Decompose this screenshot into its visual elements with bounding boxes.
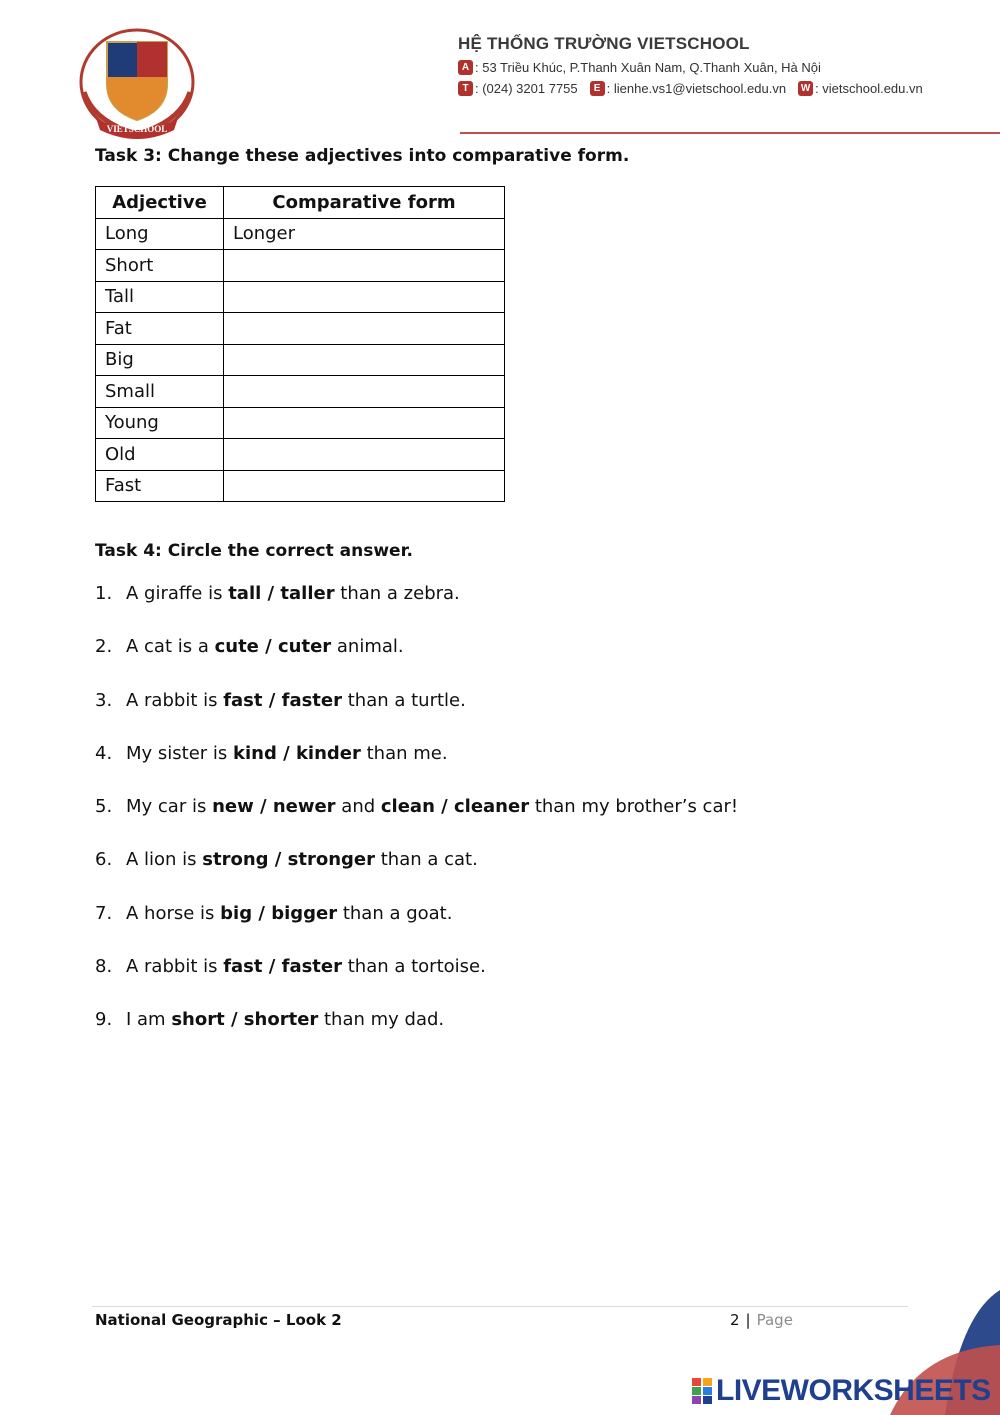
table-row [96, 407, 505, 439]
email-tag-icon: E [590, 81, 605, 96]
page-number: 2 [730, 1311, 740, 1329]
adjective-cell: Short [96, 250, 224, 282]
question-fragment: than a turtle. [342, 689, 466, 711]
school-name: HỆ THỐNG TRƯỜNG VIETSCHOOL [458, 34, 750, 53]
question-text [126, 849, 478, 870]
page-label: Page [756, 1311, 793, 1329]
question-text [126, 956, 486, 977]
task4-title: Task 4: Circle the correct answer. [95, 541, 414, 561]
answer-choice[interactable]: tall / taller [228, 583, 335, 604]
column-header-comparative: Comparative form [224, 187, 505, 219]
question-fragment: My car is [126, 796, 213, 818]
question-text [126, 743, 448, 764]
answer-choice[interactable]: fast / faster [223, 689, 342, 711]
comparative-answer-cell[interactable] [224, 439, 505, 471]
web-tag-icon: W [798, 81, 813, 96]
address-tag-icon: A [458, 60, 473, 75]
question-fragment: A giraffe is [126, 583, 229, 604]
comparative-answer-cell[interactable] [224, 281, 505, 313]
question-fragment: than my brother’s car! [529, 796, 739, 818]
question-text [126, 690, 466, 711]
school-logo [74, 22, 200, 140]
table-row [96, 313, 505, 345]
adjective-cell: Fast [96, 470, 224, 502]
footer-divider [92, 1306, 908, 1307]
question-item [95, 583, 738, 636]
answer-choice[interactable]: cute / cuter [214, 636, 332, 658]
question-item [95, 849, 738, 902]
table-row [96, 281, 505, 313]
adjective-cell: Young [96, 407, 224, 439]
question-number: 9. [95, 1009, 113, 1031]
answer-choice[interactable]: strong / stronger [202, 849, 375, 871]
question-item [95, 1009, 738, 1062]
question-text [126, 636, 404, 657]
question-fragment: A horse is [126, 902, 221, 924]
question-fragment: My sister is [126, 742, 234, 764]
header-divider [460, 132, 1000, 134]
question-item [95, 636, 738, 689]
answer-choice[interactable]: clean / cleaner [380, 796, 530, 818]
table-row [96, 376, 505, 408]
web-text[interactable]: : vietschool.edu.vn [815, 81, 923, 96]
phone-tag-icon: T [458, 81, 473, 96]
question-number: 4. [95, 742, 113, 764]
comparative-answer-cell[interactable]: Longer [224, 218, 505, 250]
question-number: 6. [95, 849, 113, 871]
comparative-answer-cell[interactable] [224, 470, 505, 502]
question-fragment: than a cat. [375, 849, 478, 871]
question-fragment: A lion is [126, 849, 203, 871]
liveworksheets-brand [692, 1374, 991, 1408]
answer-choice[interactable]: kind / kinder [233, 742, 361, 764]
adjective-cell: Big [96, 344, 224, 376]
school-info [458, 34, 978, 96]
adjective-cell: Fat [96, 313, 224, 345]
answer-choice[interactable]: big / bigger [220, 902, 338, 924]
question-fragment: than a tortoise. [342, 956, 486, 978]
table-header-row [96, 187, 505, 219]
question-fragment: I am [126, 1009, 172, 1031]
adjective-cell: Old [96, 439, 224, 471]
question-fragment: animal. [331, 636, 404, 658]
question-fragment: than a zebra. [334, 583, 460, 604]
column-header-adjective: Adjective [96, 187, 224, 219]
question-text [126, 796, 738, 817]
question-number: 7. [95, 902, 113, 924]
page-separator: | [745, 1311, 751, 1329]
answer-choice[interactable]: short / shorter [171, 1009, 319, 1031]
table-row [96, 344, 505, 376]
logo-text: VIETSCHOOL [106, 124, 168, 134]
question-fragment: A rabbit is [126, 956, 224, 978]
task3-title: Task 3: Change these adjectives into comparative form. [95, 146, 630, 166]
liveworksheets-logo-icon [692, 1378, 712, 1404]
question-text [126, 1009, 444, 1030]
page-indicator [730, 1311, 793, 1329]
phone-text: : (024) 3201 7755 [475, 81, 578, 96]
question-fragment: than my dad. [318, 1009, 445, 1031]
email-text[interactable]: : lienhe.vs1@vietschool.edu.vn [606, 81, 787, 96]
comparative-answer-cell[interactable] [224, 376, 505, 408]
question-fragment: than me. [360, 742, 448, 764]
question-item [95, 743, 738, 796]
comparative-answer-cell[interactable] [224, 407, 505, 439]
adjective-cell: Small [96, 376, 224, 408]
question-item [95, 903, 738, 956]
footer-book-title: National Geographic – Look 2 [95, 1311, 342, 1329]
question-fragment: and [335, 796, 381, 818]
table-row [96, 218, 505, 250]
table-row [96, 470, 505, 502]
question-item [95, 796, 738, 849]
table-row [96, 250, 505, 282]
adjective-cell: Long [96, 218, 224, 250]
question-number: 1. [95, 583, 113, 604]
question-number: 3. [95, 689, 113, 711]
comparative-answer-cell[interactable] [224, 344, 505, 376]
question-number: 8. [95, 956, 113, 978]
question-list [95, 583, 738, 1063]
address-line [458, 60, 978, 75]
answer-choice[interactable]: fast / faster [223, 956, 342, 978]
question-number: 2. [95, 636, 113, 658]
question-fragment: A rabbit is [126, 689, 224, 711]
address-text: : 53 Triều Khúc, P.Thanh Xuân Nam, Q.Thanh Xuân, Hà Nội [475, 60, 821, 75]
question-number: 5. [95, 796, 113, 818]
question-text [126, 583, 460, 604]
answer-choice[interactable]: new / newer [212, 796, 336, 818]
comparative-answer-cell[interactable] [224, 313, 505, 345]
comparative-answer-cell[interactable] [224, 250, 505, 282]
adjective-cell: Tall [96, 281, 224, 313]
question-item [95, 956, 738, 1009]
question-text [126, 903, 452, 924]
comparative-table [95, 186, 505, 502]
table-row [96, 439, 505, 471]
question-fragment: A cat is a [126, 636, 215, 658]
question-item [95, 690, 738, 743]
liveworksheets-wordmark: LIVEWORKSHEETS [716, 1374, 991, 1407]
question-fragment: than a goat. [337, 902, 453, 924]
contact-line [458, 81, 978, 96]
